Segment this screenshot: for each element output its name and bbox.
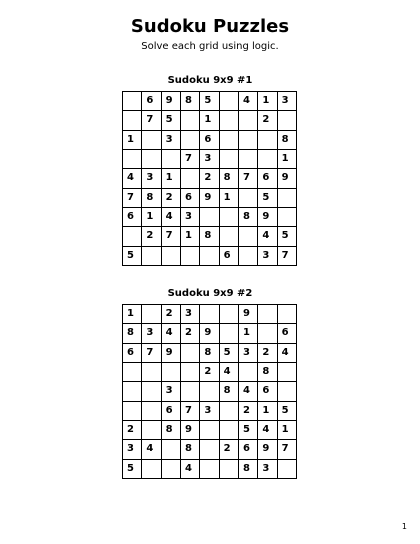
sudoku-cell: 5 [123, 247, 142, 266]
sudoku-cell: 9 [162, 92, 181, 111]
sudoku-cell: 2 [162, 305, 181, 324]
sudoku-cell: 4 [162, 208, 181, 227]
sudoku-cell: 4 [123, 169, 142, 188]
sudoku-cell: 9 [200, 189, 219, 208]
sudoku-cell [181, 363, 200, 382]
sudoku-cell: 4 [278, 344, 297, 363]
sudoku-cell [142, 247, 161, 266]
sudoku-cell [200, 247, 219, 266]
sudoku-cell [220, 150, 239, 169]
sudoku-cell [123, 402, 142, 421]
sudoku-cell [181, 382, 200, 401]
sudoku-cell: 1 [258, 92, 277, 111]
sudoku-cell: 3 [239, 344, 258, 363]
sudoku-cell: 7 [162, 227, 181, 246]
sudoku-cell [239, 189, 258, 208]
sudoku-cell [181, 131, 200, 150]
page-number: 1 [401, 522, 407, 531]
sudoku-cell: 8 [239, 208, 258, 227]
sudoku-cell: 6 [220, 247, 239, 266]
sudoku-cell: 6 [181, 189, 200, 208]
sudoku-cell: 1 [278, 150, 297, 169]
sudoku-cell [239, 111, 258, 130]
sudoku-cell [123, 227, 142, 246]
sudoku-cell [123, 150, 142, 169]
sudoku-cell: 3 [162, 382, 181, 401]
sudoku-cell: 1 [200, 111, 219, 130]
sudoku-cell: 3 [200, 402, 219, 421]
sudoku-grid-1 [122, 91, 297, 266]
sudoku-cell: 3 [123, 440, 142, 459]
sudoku-cell: 7 [239, 169, 258, 188]
sudoku-cell: 1 [220, 189, 239, 208]
sudoku-cell: 8 [123, 324, 142, 343]
sudoku-cell: 5 [239, 421, 258, 440]
sudoku-cell: 9 [258, 440, 277, 459]
sudoku-cell: 3 [181, 208, 200, 227]
sudoku-cell: 7 [278, 247, 297, 266]
sudoku-cell [200, 305, 219, 324]
sudoku-cell [200, 460, 219, 479]
sudoku-cell [142, 382, 161, 401]
sudoku-cell: 6 [278, 324, 297, 343]
sudoku-cell: 9 [278, 169, 297, 188]
sudoku-cell: 5 [162, 111, 181, 130]
sudoku-cell: 4 [239, 92, 258, 111]
sudoku-cell: 2 [123, 421, 142, 440]
sudoku-cell: 3 [181, 305, 200, 324]
puzzle-title-2: Sudoku 9x9 #2 [167, 288, 253, 299]
sudoku-cell: 5 [220, 344, 239, 363]
sudoku-cell [123, 92, 142, 111]
sudoku-cell [220, 460, 239, 479]
sudoku-cell: 9 [258, 208, 277, 227]
sudoku-cell [278, 189, 297, 208]
puzzle-title-1: Sudoku 9x9 #1 [167, 75, 253, 86]
sudoku-cell [278, 460, 297, 479]
sudoku-cell: 8 [162, 421, 181, 440]
sudoku-cell [220, 305, 239, 324]
sudoku-cell: 5 [258, 189, 277, 208]
sudoku-cell: 9 [200, 324, 219, 343]
sudoku-cell: 5 [123, 460, 142, 479]
page-subtitle: Solve each grid using logic. [141, 41, 279, 52]
sudoku-cell [278, 208, 297, 227]
sudoku-cell: 6 [162, 402, 181, 421]
sudoku-cell: 1 [181, 227, 200, 246]
sudoku-cell [220, 227, 239, 246]
sudoku-cell: 2 [200, 169, 219, 188]
sudoku-cell: 8 [258, 363, 277, 382]
sudoku-cell: 8 [142, 189, 161, 208]
sudoku-cell [239, 150, 258, 169]
sudoku-cell: 5 [200, 92, 219, 111]
sudoku-cell: 7 [181, 402, 200, 421]
sudoku-cell: 2 [162, 189, 181, 208]
sudoku-cell: 5 [278, 227, 297, 246]
sudoku-cell [181, 169, 200, 188]
sudoku-cell [181, 111, 200, 130]
sudoku-cell: 6 [142, 92, 161, 111]
sudoku-cell [142, 363, 161, 382]
sudoku-cell [162, 363, 181, 382]
sudoku-cell: 4 [181, 460, 200, 479]
sudoku-cell: 8 [239, 460, 258, 479]
sudoku-cell: 7 [142, 344, 161, 363]
sudoku-cell [142, 150, 161, 169]
sudoku-cell: 8 [181, 440, 200, 459]
sudoku-cell [220, 402, 239, 421]
sudoku-cell: 2 [142, 227, 161, 246]
sudoku-cell: 9 [162, 344, 181, 363]
sudoku-cell: 1 [258, 402, 277, 421]
sudoku-cell: 9 [239, 305, 258, 324]
sudoku-cell [142, 402, 161, 421]
sudoku-cell [278, 111, 297, 130]
sudoku-cell [239, 131, 258, 150]
sudoku-cell: 4 [142, 440, 161, 459]
sudoku-cell [142, 460, 161, 479]
sudoku-cell: 4 [220, 363, 239, 382]
sudoku-cell: 7 [123, 189, 142, 208]
sudoku-cell: 2 [181, 324, 200, 343]
sudoku-cell: 9 [181, 421, 200, 440]
sudoku-cell: 1 [123, 305, 142, 324]
sudoku-cell: 1 [162, 169, 181, 188]
sudoku-cell [278, 305, 297, 324]
sudoku-cell [200, 421, 219, 440]
sudoku-cell: 1 [142, 208, 161, 227]
sudoku-cell [258, 131, 277, 150]
sudoku-cell: 4 [162, 324, 181, 343]
sudoku-cell: 8 [181, 92, 200, 111]
sudoku-cell: 2 [200, 363, 219, 382]
sudoku-cell [200, 382, 219, 401]
sudoku-cell: 4 [239, 382, 258, 401]
sudoku-cell [123, 382, 142, 401]
sudoku-cell: 8 [278, 131, 297, 150]
sudoku-cell: 3 [142, 169, 161, 188]
sudoku-cell [258, 324, 277, 343]
sudoku-cell [181, 344, 200, 363]
sudoku-cell: 1 [123, 131, 142, 150]
sudoku-cell: 6 [258, 169, 277, 188]
sudoku-cell [142, 131, 161, 150]
sudoku-cell: 1 [239, 324, 258, 343]
sudoku-cell: 5 [278, 402, 297, 421]
sudoku-cell: 6 [200, 131, 219, 150]
sudoku-cell [162, 440, 181, 459]
sudoku-cell [278, 382, 297, 401]
sudoku-cell [239, 227, 258, 246]
sudoku-cell [239, 363, 258, 382]
sudoku-cell: 3 [162, 131, 181, 150]
sudoku-grid-2 [122, 304, 297, 479]
sudoku-cell [258, 305, 277, 324]
sudoku-cell: 3 [142, 324, 161, 343]
sudoku-cell: 7 [142, 111, 161, 130]
sudoku-cell [162, 460, 181, 479]
sudoku-cell: 6 [123, 208, 142, 227]
sudoku-cell [142, 421, 161, 440]
sudoku-cell: 4 [258, 227, 277, 246]
sudoku-cell [162, 150, 181, 169]
sudoku-cell: 2 [239, 402, 258, 421]
sudoku-cell [220, 324, 239, 343]
sudoku-cell: 8 [220, 169, 239, 188]
sudoku-cell [220, 111, 239, 130]
sudoku-cell [220, 92, 239, 111]
sudoku-cell: 3 [200, 150, 219, 169]
sudoku-cell [200, 208, 219, 227]
sudoku-cell: 2 [258, 111, 277, 130]
sudoku-cell: 8 [200, 344, 219, 363]
sudoku-cell [123, 111, 142, 130]
sudoku-cell: 8 [200, 227, 219, 246]
sudoku-cell: 6 [123, 344, 142, 363]
sudoku-cell: 3 [258, 460, 277, 479]
sudoku-cell [142, 305, 161, 324]
sudoku-cell [220, 208, 239, 227]
sudoku-cell [162, 247, 181, 266]
sudoku-cell: 4 [258, 421, 277, 440]
sudoku-cell: 7 [181, 150, 200, 169]
page-title: Sudoku Puzzles [130, 16, 290, 37]
sudoku-cell [239, 247, 258, 266]
sudoku-cell [200, 440, 219, 459]
sudoku-cell: 6 [239, 440, 258, 459]
sudoku-cell: 2 [220, 440, 239, 459]
sudoku-cell [123, 363, 142, 382]
sudoku-cell: 3 [258, 247, 277, 266]
sudoku-cell: 8 [220, 382, 239, 401]
sudoku-cell [220, 421, 239, 440]
sudoku-cell [181, 247, 200, 266]
sudoku-cell: 1 [278, 421, 297, 440]
sudoku-cell: 7 [278, 440, 297, 459]
sudoku-cell [220, 131, 239, 150]
sudoku-cell: 6 [258, 382, 277, 401]
sudoku-cell: 3 [278, 92, 297, 111]
sudoku-cell: 2 [258, 344, 277, 363]
sudoku-cell [278, 363, 297, 382]
sudoku-cell [258, 150, 277, 169]
